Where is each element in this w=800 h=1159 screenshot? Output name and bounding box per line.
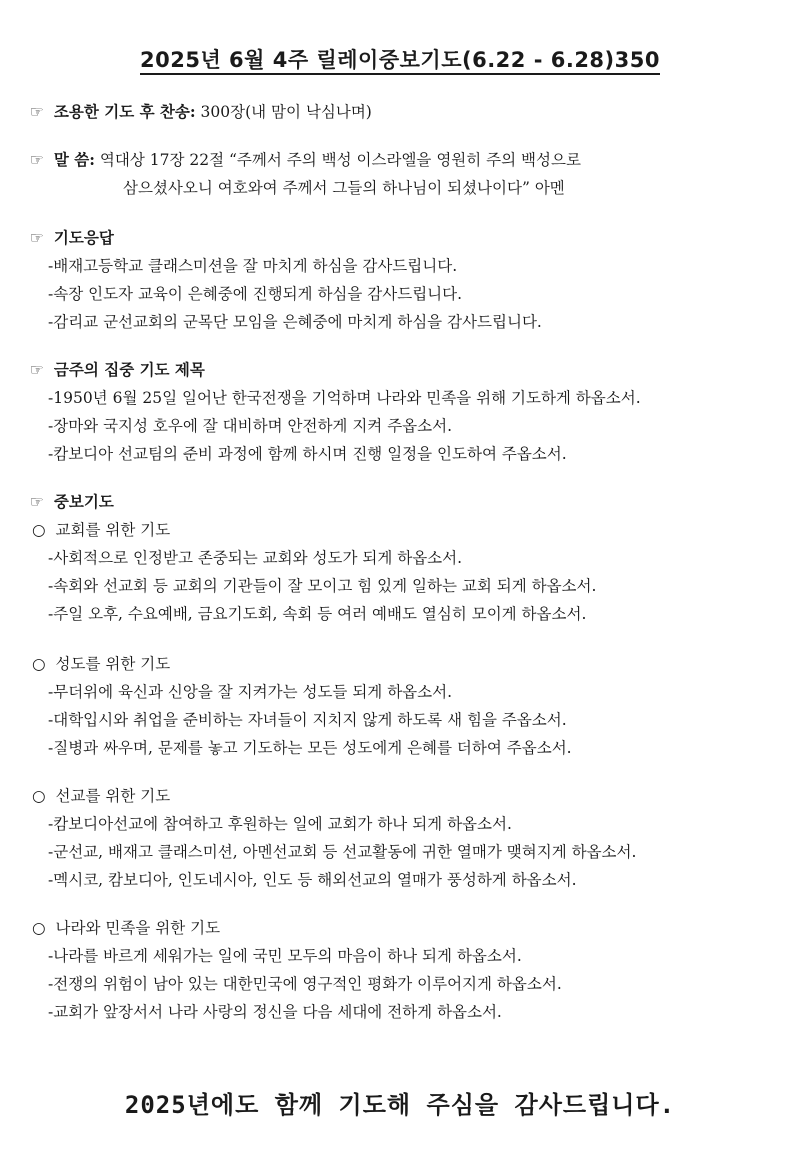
word-text-2: 삼으셨사오니 여호와여 주께서 그들의 하나님이 되셨나이다” 아멘 — [123, 179, 565, 197]
word-text-1: 역대상 17장 22절 “주께서 주의 백성 이스라엘을 영원히 주의 백성으로 — [94, 151, 581, 169]
list-item: -캄보디아선교에 참여하고 후원하는 일에 교회가 하나 되게 하옵소서. — [48, 815, 512, 833]
list-item: -멕시코, 캄보디아, 인도네시아, 인도 등 해외선교의 열매가 풍성하게 하옵소서. — [48, 871, 577, 889]
intercession-heading-text: 중보기도 — [53, 492, 114, 511]
page-title: 2025년 6월 4주 릴레이중보기도(6.22 - 6.28)350 — [0, 44, 800, 74]
list-item: -1950년 6월 25일 일어난 한국전쟁을 기억하며 나라와 민족을 위해 기도하게 하옵소서. — [48, 389, 641, 407]
list-item: -군선교, 배재고 클래스미션, 아멘선교회 등 선교활동에 귀한 열매가 맺혀지게 하옵소서. — [48, 843, 637, 861]
circle-bullet-icon: ○ — [32, 655, 46, 673]
hymn-text: 300장(내 맘이 낙심나며) — [195, 103, 372, 121]
list-item: -속장 인도자 교육이 은혜중에 진행되게 하심을 감사드립니다. — [48, 285, 463, 303]
list-item: -속회와 선교회 등 교회의 기관들이 잘 모이고 힘 있게 일하는 교회 되게 하옵소서. — [48, 577, 597, 595]
answers-heading — [30, 228, 114, 248]
group-title — [32, 786, 170, 806]
group-title-text: 교회를 위한 기도 — [55, 521, 171, 539]
list-item: -배재고등학교 클래스미션을 잘 마치게 하심을 감사드립니다. — [48, 257, 458, 275]
pointing-hand-icon: ☞ — [30, 493, 44, 511]
list-item: -감리교 군선교회의 군목단 모임을 은혜중에 마치게 하심을 감사드립니다. — [48, 313, 542, 331]
list-item: -전쟁의 위험이 남아 있는 대한민국에 영구적인 평화가 이루어지게 하옵소서. — [48, 975, 562, 993]
circle-bullet-icon: ○ — [32, 521, 46, 539]
pointing-hand-icon: ☞ — [30, 361, 44, 379]
pointing-hand-icon: ☞ — [30, 103, 44, 121]
word-line — [30, 150, 581, 170]
circle-bullet-icon: ○ — [32, 787, 46, 805]
pointing-hand-icon: ☞ — [30, 151, 44, 169]
group-title-text: 성도를 위한 기도 — [55, 655, 171, 673]
group-title — [32, 918, 220, 938]
list-item: -사회적으로 인정받고 존중되는 교회와 성도가 되게 하옵소서. — [48, 549, 463, 567]
list-item: -장마와 국지성 호우에 잘 대비하며 안전하게 지켜 주옵소서. — [48, 417, 453, 435]
intercession-heading — [30, 492, 114, 512]
list-item: -나라를 바르게 세워가는 일에 국민 모두의 마음이 하나 되게 하옵소서. — [48, 947, 522, 965]
circle-bullet-icon: ○ — [32, 919, 46, 937]
list-item: -무더위에 육신과 신앙을 잘 지켜가는 성도들 되게 하옵소서. — [48, 683, 453, 701]
hymn-line — [30, 102, 372, 122]
word-label: 말 씀: — [53, 150, 95, 169]
group-title-text: 선교를 위한 기도 — [55, 787, 171, 805]
closing-message: 2025년에도 함께 기도해 주심을 감사드립니다. — [124, 1091, 676, 1119]
focus-heading — [30, 360, 205, 380]
list-item: -대학입시와 취업을 준비하는 자녀들이 지치지 않게 하도록 새 힘을 주옵소서. — [48, 711, 567, 729]
group-title-text: 나라와 민족을 위한 기도 — [55, 919, 221, 937]
list-item: -교회가 앞장서서 나라 사랑의 정신을 다음 세대에 전하게 하옵소서. — [48, 1003, 502, 1021]
hymn-label: 조용한 기도 후 찬송: — [53, 102, 196, 121]
list-item: -주일 오후, 수요예배, 금요기도회, 속회 등 여러 예배도 열심히 모이게 하옵소서. — [48, 605, 587, 623]
list-item: -질병과 싸우며, 문제를 놓고 기도하는 모든 성도에게 은혜를 더하여 주옵소서. — [48, 739, 572, 757]
answers-heading-text: 기도응답 — [53, 228, 114, 247]
pointing-hand-icon: ☞ — [30, 229, 44, 247]
list-item: -캄보디아 선교팀의 준비 과정에 함께 하시며 진행 일정을 인도하여 주옵소서. — [48, 445, 567, 463]
group-title — [32, 520, 170, 540]
focus-heading-text: 금주의 집중 기도 제목 — [53, 360, 205, 379]
group-title — [32, 654, 170, 674]
